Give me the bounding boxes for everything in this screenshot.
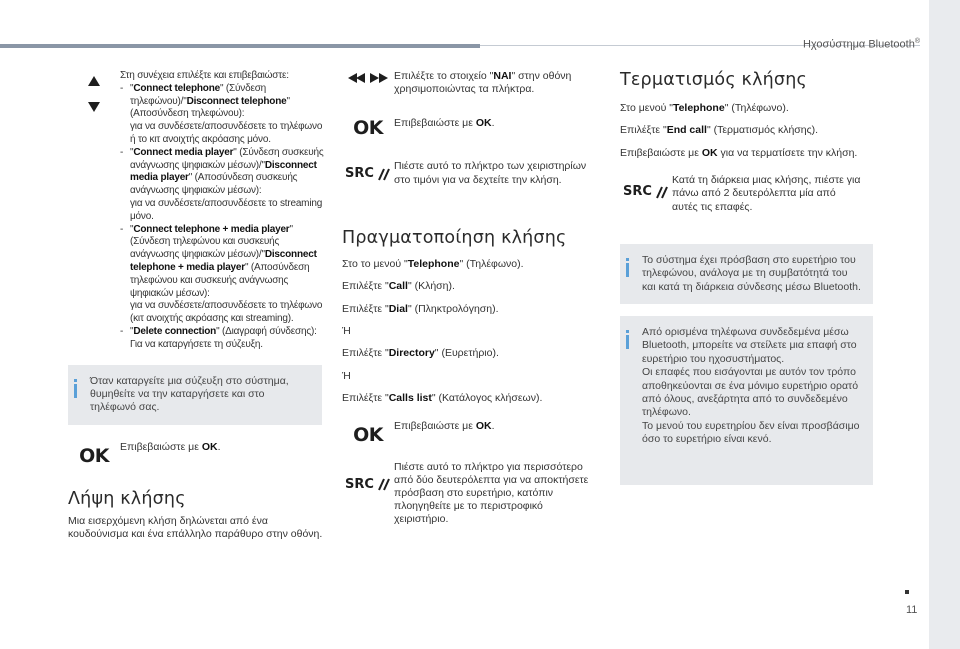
confirm-row [68, 441, 324, 467]
confirm-end-text: Επιβεβαιώστε με OK για να τερματίσετε την κλήση. [620, 146, 858, 159]
ok-button-icon: OK [353, 423, 383, 446]
directory-access-text: Πιέστε αυτό το πλήκτρο για περισσότερο από δύο δευτερόλεπτα για να αποκτήσετε πρόσβαση στο ευρετήριο, κατόπιν πλοηγηθείτε με το περιστροφικό χειριστήριο. [394, 460, 589, 526]
select-calls-list-text: Επιλέξτε "Calls list" (Κατάλογος κλήσεων). [342, 392, 543, 405]
end-call-heading: Τερματισμός κλήσης [620, 70, 807, 90]
column-2 [342, 70, 604, 527]
list-item: - "Delete connection" (Διαγραφή σύνδεσης): Για να καταργήσετε τη σύζευξη. [120, 325, 317, 350]
receive-call-text: Μια εισερχόμενη κλήση δηλώνεται από ένα κουδούνισμα και ένα επάλληλο παράθυρο στην οθόνη. [68, 514, 323, 541]
ok-button-icon: OK [79, 444, 109, 467]
info-icon [68, 375, 82, 415]
header-rule [0, 44, 480, 48]
confirm-text: Επιβεβαιώστε με OK. [394, 419, 495, 432]
list-item: - "Connect telephone" (Σύνδεση τηλεφώνου)/"Disconnect telephone" (Αποσύνδεση τηλεφώνου): για να συνδέσετε/αποσυνδέσετε το τηλέφωνο ή το κιτ ανοιχτής ακρόασης μόνο. [120, 82, 323, 145]
section-title: Ηχοσύστημα Bluetooth® [802, 38, 920, 51]
list-item: - "Connect telephone + media player" (Σύνδεση τηλεφώνου και συσκευής ανάγνωσης ψηφιακών μέσων)/"Disconnect telephone + media player" (Αποσύνδεση τηλεφώνου και συσκευής ανάγνωσης ψηφιακών μέσων): για να συνδέσετε/αποσυνδέσετε το τηλέφωνο (κιτ ανοιχτής ακρόασης και streaming). [120, 223, 323, 325]
column-3 [620, 70, 873, 485]
hold-src-row [620, 174, 873, 214]
info-icon [620, 254, 634, 294]
menu-telephone-text: Στο μενού "Telephone" (Τηλέφωνο). [620, 102, 789, 114]
info-icon [620, 326, 634, 447]
confirm-text: Επιβεβαιώστε με OK. [120, 440, 221, 453]
or-text: Ή [342, 325, 351, 338]
column-1 [68, 70, 324, 542]
menu-telephone-text: Στο το μενού "Telephone" (Τηλέφωνο). [342, 257, 524, 270]
select-dial-text: Επιλέξτε "Dial" (Πληκτρολόγηση). [342, 302, 499, 315]
select-yes-row [342, 70, 604, 96]
left-right-arrows-icon [342, 70, 394, 83]
src-button-icon: SRC [623, 184, 669, 199]
select-yes-text: Επιλέξτε το στοιχείο "NAI" στην οθόνη χρησιμοποιώντας τα πλήκτρα. [394, 70, 572, 96]
confirm-row [342, 117, 604, 139]
connection-options-list [120, 70, 324, 352]
up-down-arrows-icon [68, 70, 120, 112]
or-text: Ή [342, 369, 351, 382]
select-call-text: Επιλέξτε "Call" (Κλήση). [342, 280, 455, 293]
directory-access-row [342, 461, 604, 527]
make-call-heading: Πραγματοποίηση κλήσης [342, 227, 567, 248]
select-directory-text: Επιλέξτε "Directory" (Ευρετήριο). [342, 347, 499, 360]
page-number: 11 [906, 604, 918, 616]
info-text: Όταν καταργείτε μια σύζευξη στο σύστημα, θυμηθείτε να την καταργήσετε και στο τηλέφωνό σας. [90, 374, 289, 414]
src-button-icon: SRC [345, 166, 391, 181]
confirm-text: Επιβεβαιώστε με OK. [394, 117, 495, 130]
src-button-icon: SRC [345, 477, 391, 492]
info-box-contacts [620, 316, 873, 485]
pair-options-block [68, 70, 324, 352]
confirm-row [342, 420, 604, 446]
accept-call-text: Πιέστε αυτό το πλήκτρο των χειριστηρίων στο τιμόνι για να δεχτείτε την κλήση. [394, 160, 587, 186]
hold-src-text: Κατά τη διάρκεια μιας κλήσης, πιέστε για πάνω από 2 δευτερόλεπτα μία από αυτές τις επαφές. [672, 174, 861, 213]
options-intro: Στη συνέχεια επιλέξτε και επιβεβαιώστε: [120, 70, 289, 81]
select-end-call-text: Επιλέξτε "End call" (Τερματισμός κλήσης). [620, 124, 819, 137]
page-marker [905, 590, 909, 594]
receive-call-heading: Λήψη κλήσης [68, 488, 186, 509]
page-edge-band [929, 0, 960, 649]
accept-call-row [342, 160, 604, 186]
info-text: Από ορισμένα τηλέφωνα συνδεδεμένα μέσω Bluetooth, μπορείτε να στείλετε μια επαφή στο ευρετήριο του ηχοσυστήματος. Οι επαφές που εισάγονται με αυτόν τον τρόπο αποθηκεύονται σε ένα μόνιμο ευρετήριο ορατό από όλους, ανεξάρτητα από το συνδεδεμένο τηλέφωνο. Το μενού του ευρετηρίου δεν είναι προσβάσιμο όσο το ευρετήριο είναι κενό. [642, 326, 860, 446]
info-box-unpair [68, 365, 322, 425]
ok-button-icon: OK [353, 117, 383, 140]
info-box-directory [620, 244, 873, 304]
list-item: - "Connect media player" (Σύνδεση συσκευής ανάγνωσης ψηφιακών μέσων)/"Disconnect media player" (Αποσύνδεση συσκευής ανάγνωσης ψηφιακών μέσων): για να συνδέσετε/αποσυνδέσετε το streaming μόνο. [120, 146, 324, 222]
info-text: Το σύστημα έχει πρόσβαση στο ευρετήριο του τηλεφώνου, ανάλογα με τη συμβατότητά του και κατά τη διάρκεια σύνδεσης μέσω Bluetooth. [642, 253, 861, 293]
